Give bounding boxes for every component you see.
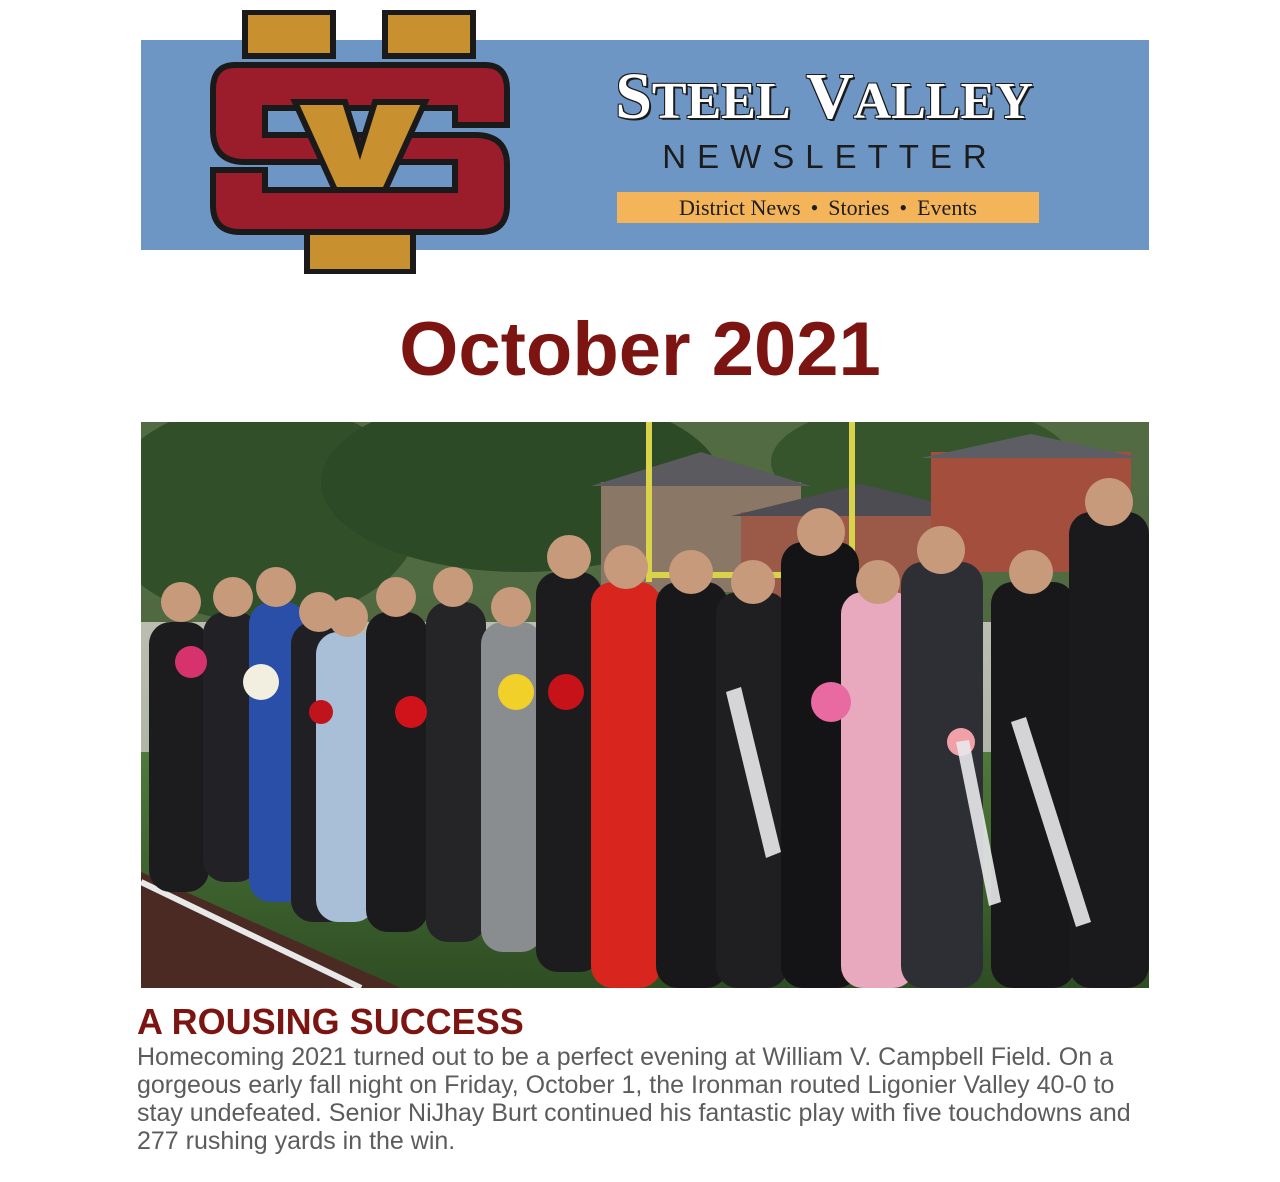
- brand-subtitle: NEWSLETTER: [662, 138, 998, 175]
- tagline-item-district-news: District News: [678, 194, 801, 220]
- tagline-item-stories: Stories: [828, 194, 890, 220]
- tagline-bar: [617, 192, 1039, 223]
- article-body: Homecoming 2021 turned out to be a perfect evening at William V. Campbell Field. On a gorgeous early fall night on Friday, October 1, the Ironman routed Ligonier Valley 40-0 to stay undefeated. Senior NiJhay Burt continued his fantastic play with five touchdowns and 277 rushing yards in the win.: [137, 1043, 1131, 1155]
- tagline-separator: •: [810, 194, 819, 220]
- article-headline: A ROUSING SUCCESS: [137, 1001, 524, 1042]
- brand-title-word-2: ALLEY: [853, 73, 1033, 130]
- brand-title: [578, 62, 1070, 137]
- tagline-separator: •: [899, 194, 908, 220]
- sv-logo-icon: [205, 10, 515, 274]
- brand-title-cap-2: V: [805, 60, 854, 133]
- tagline-item-events: Events: [917, 194, 977, 220]
- brand-title-cap-1: S: [615, 60, 652, 133]
- brand-title-word-1: TEEL: [651, 73, 791, 130]
- issue-month-heading: October 2021: [399, 307, 881, 392]
- homecoming-court-photo: [141, 422, 1149, 988]
